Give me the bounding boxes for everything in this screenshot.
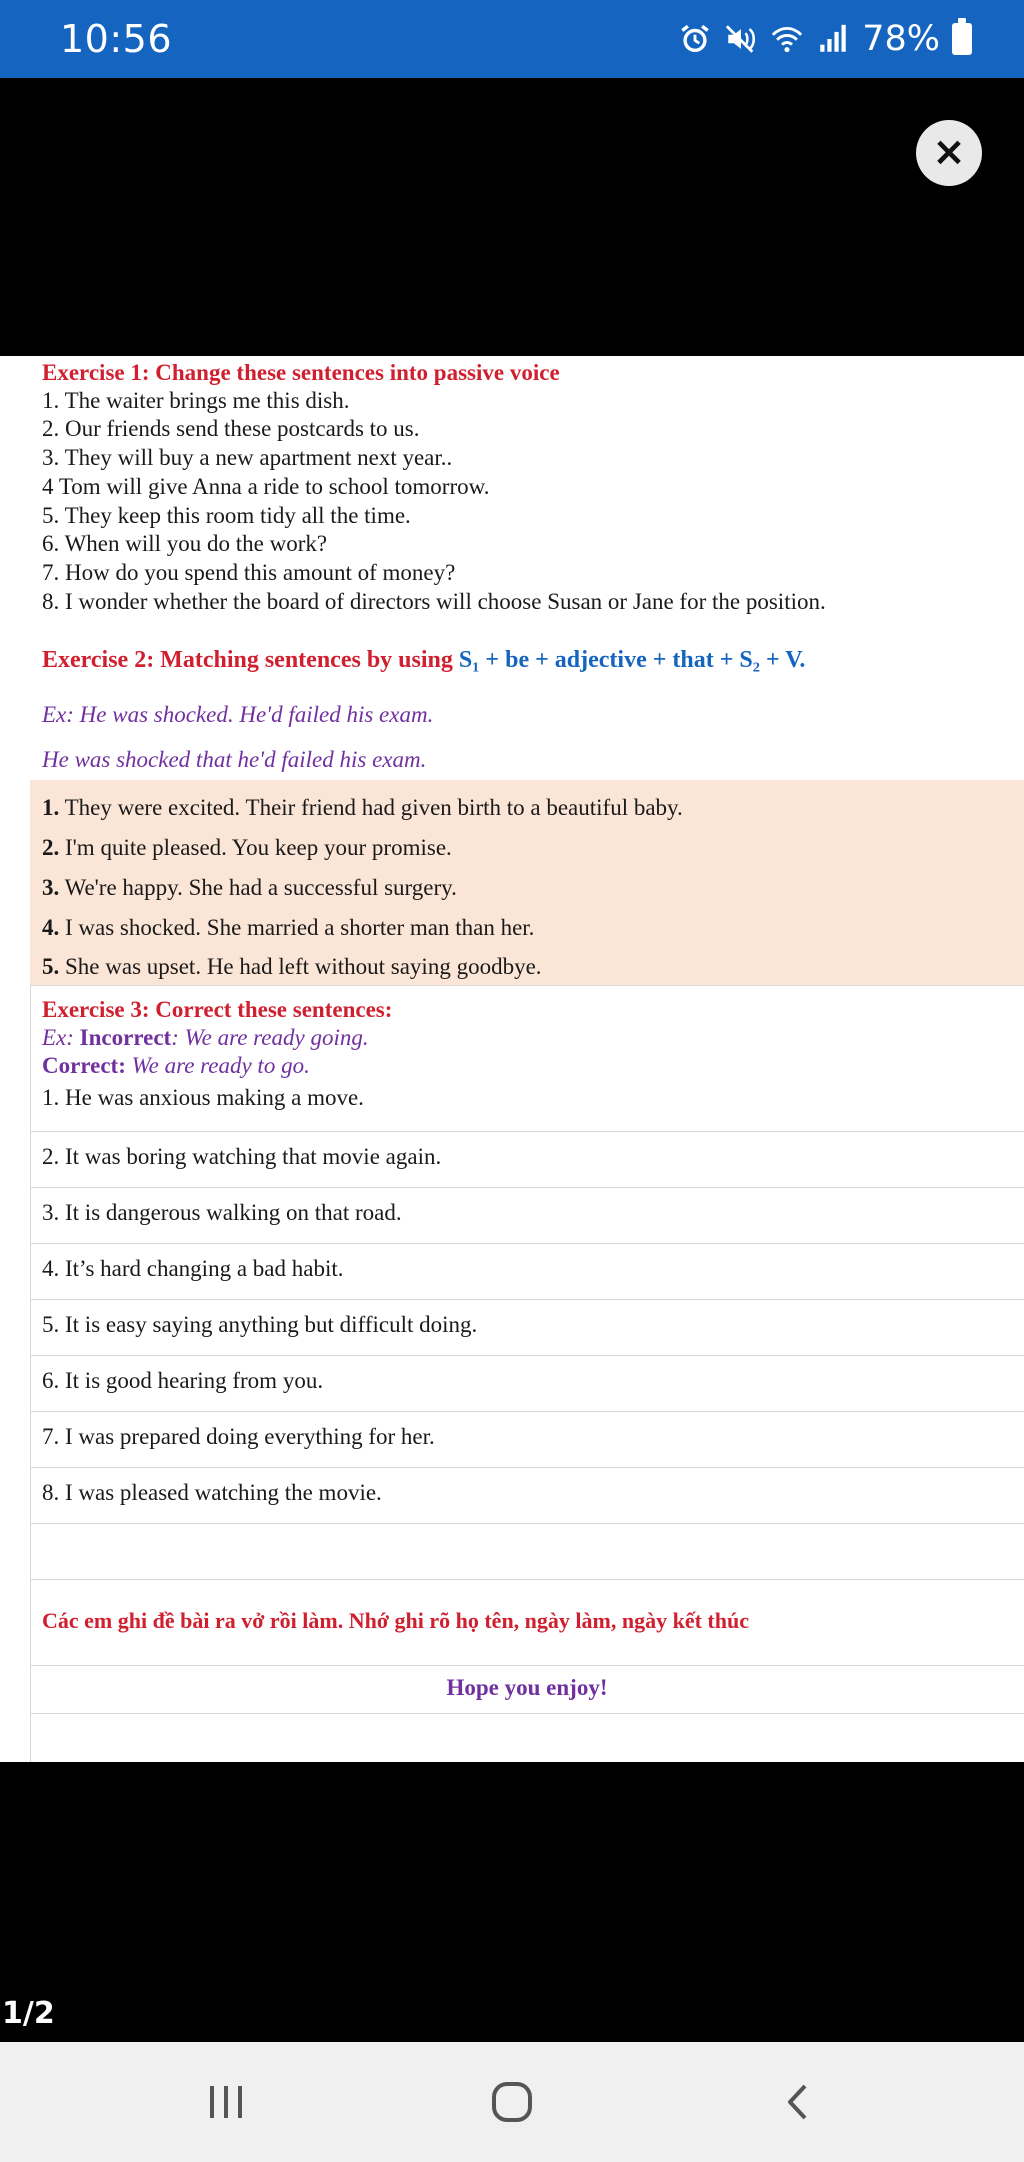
exercise3-item: 7. I was prepared doing everything for her. [42,1424,435,1449]
viewer-top-area [0,78,1024,356]
exercise3-title: Exercise 3: Correct these sentences: [42,997,393,1022]
recent-apps-icon[interactable] [204,2082,248,2122]
battery-percentage: 78% [862,19,940,59]
exercise3-item: 3. It is dangerous walking on that road. [42,1200,402,1225]
item-number: 5. [42,954,60,979]
correct-text: We are ready to go. [125,1053,310,1078]
exercise2-title [42,646,805,674]
table-divider [30,1713,1024,1714]
exercise3-item: 5. It is easy saying anything but difficult doing. [42,1312,478,1337]
exercise1-item: 7. How do you spend this amount of money? [42,560,456,585]
back-button[interactable] [768,2072,828,2132]
viewer-bottom-area [0,1762,1024,2042]
page-indicator: 1/2 [2,1996,55,2031]
exercise1-item: 6. When will you do the work? [42,531,328,556]
back-icon[interactable] [778,2080,818,2124]
table-divider [30,1299,1024,1300]
exercise1-item: 2. Our friends send these postcards to us. [42,416,420,441]
exercise2-example-prompt: Ex: He was shocked. He'd failed his exam. [42,702,434,727]
close-button[interactable] [916,120,982,186]
item-text: We're happy. She had a successful surgery. [59,875,457,900]
table-divider [30,1665,1024,1666]
document-image [0,356,1024,1762]
table-divider [30,1411,1024,1412]
item-number: 2. [42,835,60,860]
status-time: 10:56 [60,17,173,61]
exercise2-item [42,834,452,862]
exercise1-item: 4 Tom will give Anna a ride to school tomorrow. [42,474,490,499]
exercise3-item: 1. He was anxious making a move. [42,1085,364,1110]
ex-prefix: Ex: [42,1025,80,1050]
table-divider [30,1523,1024,1524]
close-icon[interactable]: × [932,128,966,175]
table-divider [30,1243,1024,1244]
exercise2-item [42,794,683,822]
alarm-icon [678,22,712,56]
navigation-bar [0,2042,1024,2162]
table-divider [30,1187,1024,1188]
table-divider [30,1355,1024,1356]
exercise2-example-answer: He was shocked that he'd failed his exam. [42,747,427,772]
exercise1-item: 8. I wonder whether the board of directors will choose Susan or Jane for the position. [42,589,826,614]
exercise2-item [42,953,542,981]
item-number: 4. [42,915,60,940]
wifi-icon [770,22,804,56]
instruction-text: Các em ghi đề bài ra vở rồi làm. Nhớ ghi rõ họ tên, ngày làm, ngày kết thúc [42,1608,749,1633]
exercise2-title-text: Exercise 2: Matching sentences by using [42,647,459,673]
incorrect-label: Incorrect [79,1025,172,1050]
item-text: They were excited. Their friend had given birth to a beautiful baby. [59,795,683,820]
status-icons [678,18,972,60]
item-number: 3. [42,875,60,900]
recent-apps-button[interactable] [196,2072,256,2132]
table-divider [30,985,1024,986]
home-icon[interactable] [487,2077,537,2127]
exercise3-item: 6. It is good hearing from you. [42,1368,324,1393]
item-text: I'm quite pleased. You keep your promise. [59,835,452,860]
battery-icon [952,23,972,55]
exercise3-example-correct [42,1052,310,1080]
exercise3-item: 8. I was pleased watching the movie. [42,1480,382,1505]
exercise3-item: 2. It was boring watching that movie again. [42,1144,442,1169]
exercise2-item [42,914,534,942]
table-divider [30,1131,1024,1132]
exercise1-item: 1. The waiter brings me this dish. [42,388,350,413]
signal-icon [816,22,850,56]
item-text: I was shocked. She married a shorter man than her. [59,915,535,940]
correct-label: Correct: [42,1053,126,1078]
table-divider [30,1579,1024,1580]
home-button[interactable] [482,2072,542,2132]
exercise3-item: 4. It’s hard changing a bad habit. [42,1256,344,1281]
exercise2-item [42,874,457,902]
exercise1-item: 5. They keep this room tidy all the time. [42,503,411,528]
exercise2-formula: S₁ + be + adjective + that + S₂ + V. [458,647,806,673]
mute-icon [724,22,758,56]
closing-text: Hope you enjoy! [446,1675,608,1700]
incorrect-text: : We are ready going. [171,1025,369,1050]
item-text: She was upset. He had left without saying goodbye. [59,954,542,979]
item-number: 1. [42,795,60,820]
exercise3-example-incorrect [42,1024,369,1052]
status-bar [0,0,1024,78]
table-divider [30,1467,1024,1468]
exercise1-item: 3. They will buy a new apartment next year.. [42,445,453,470]
exercise1-title: Exercise 1: Change these sentences into passive voice [42,360,560,385]
